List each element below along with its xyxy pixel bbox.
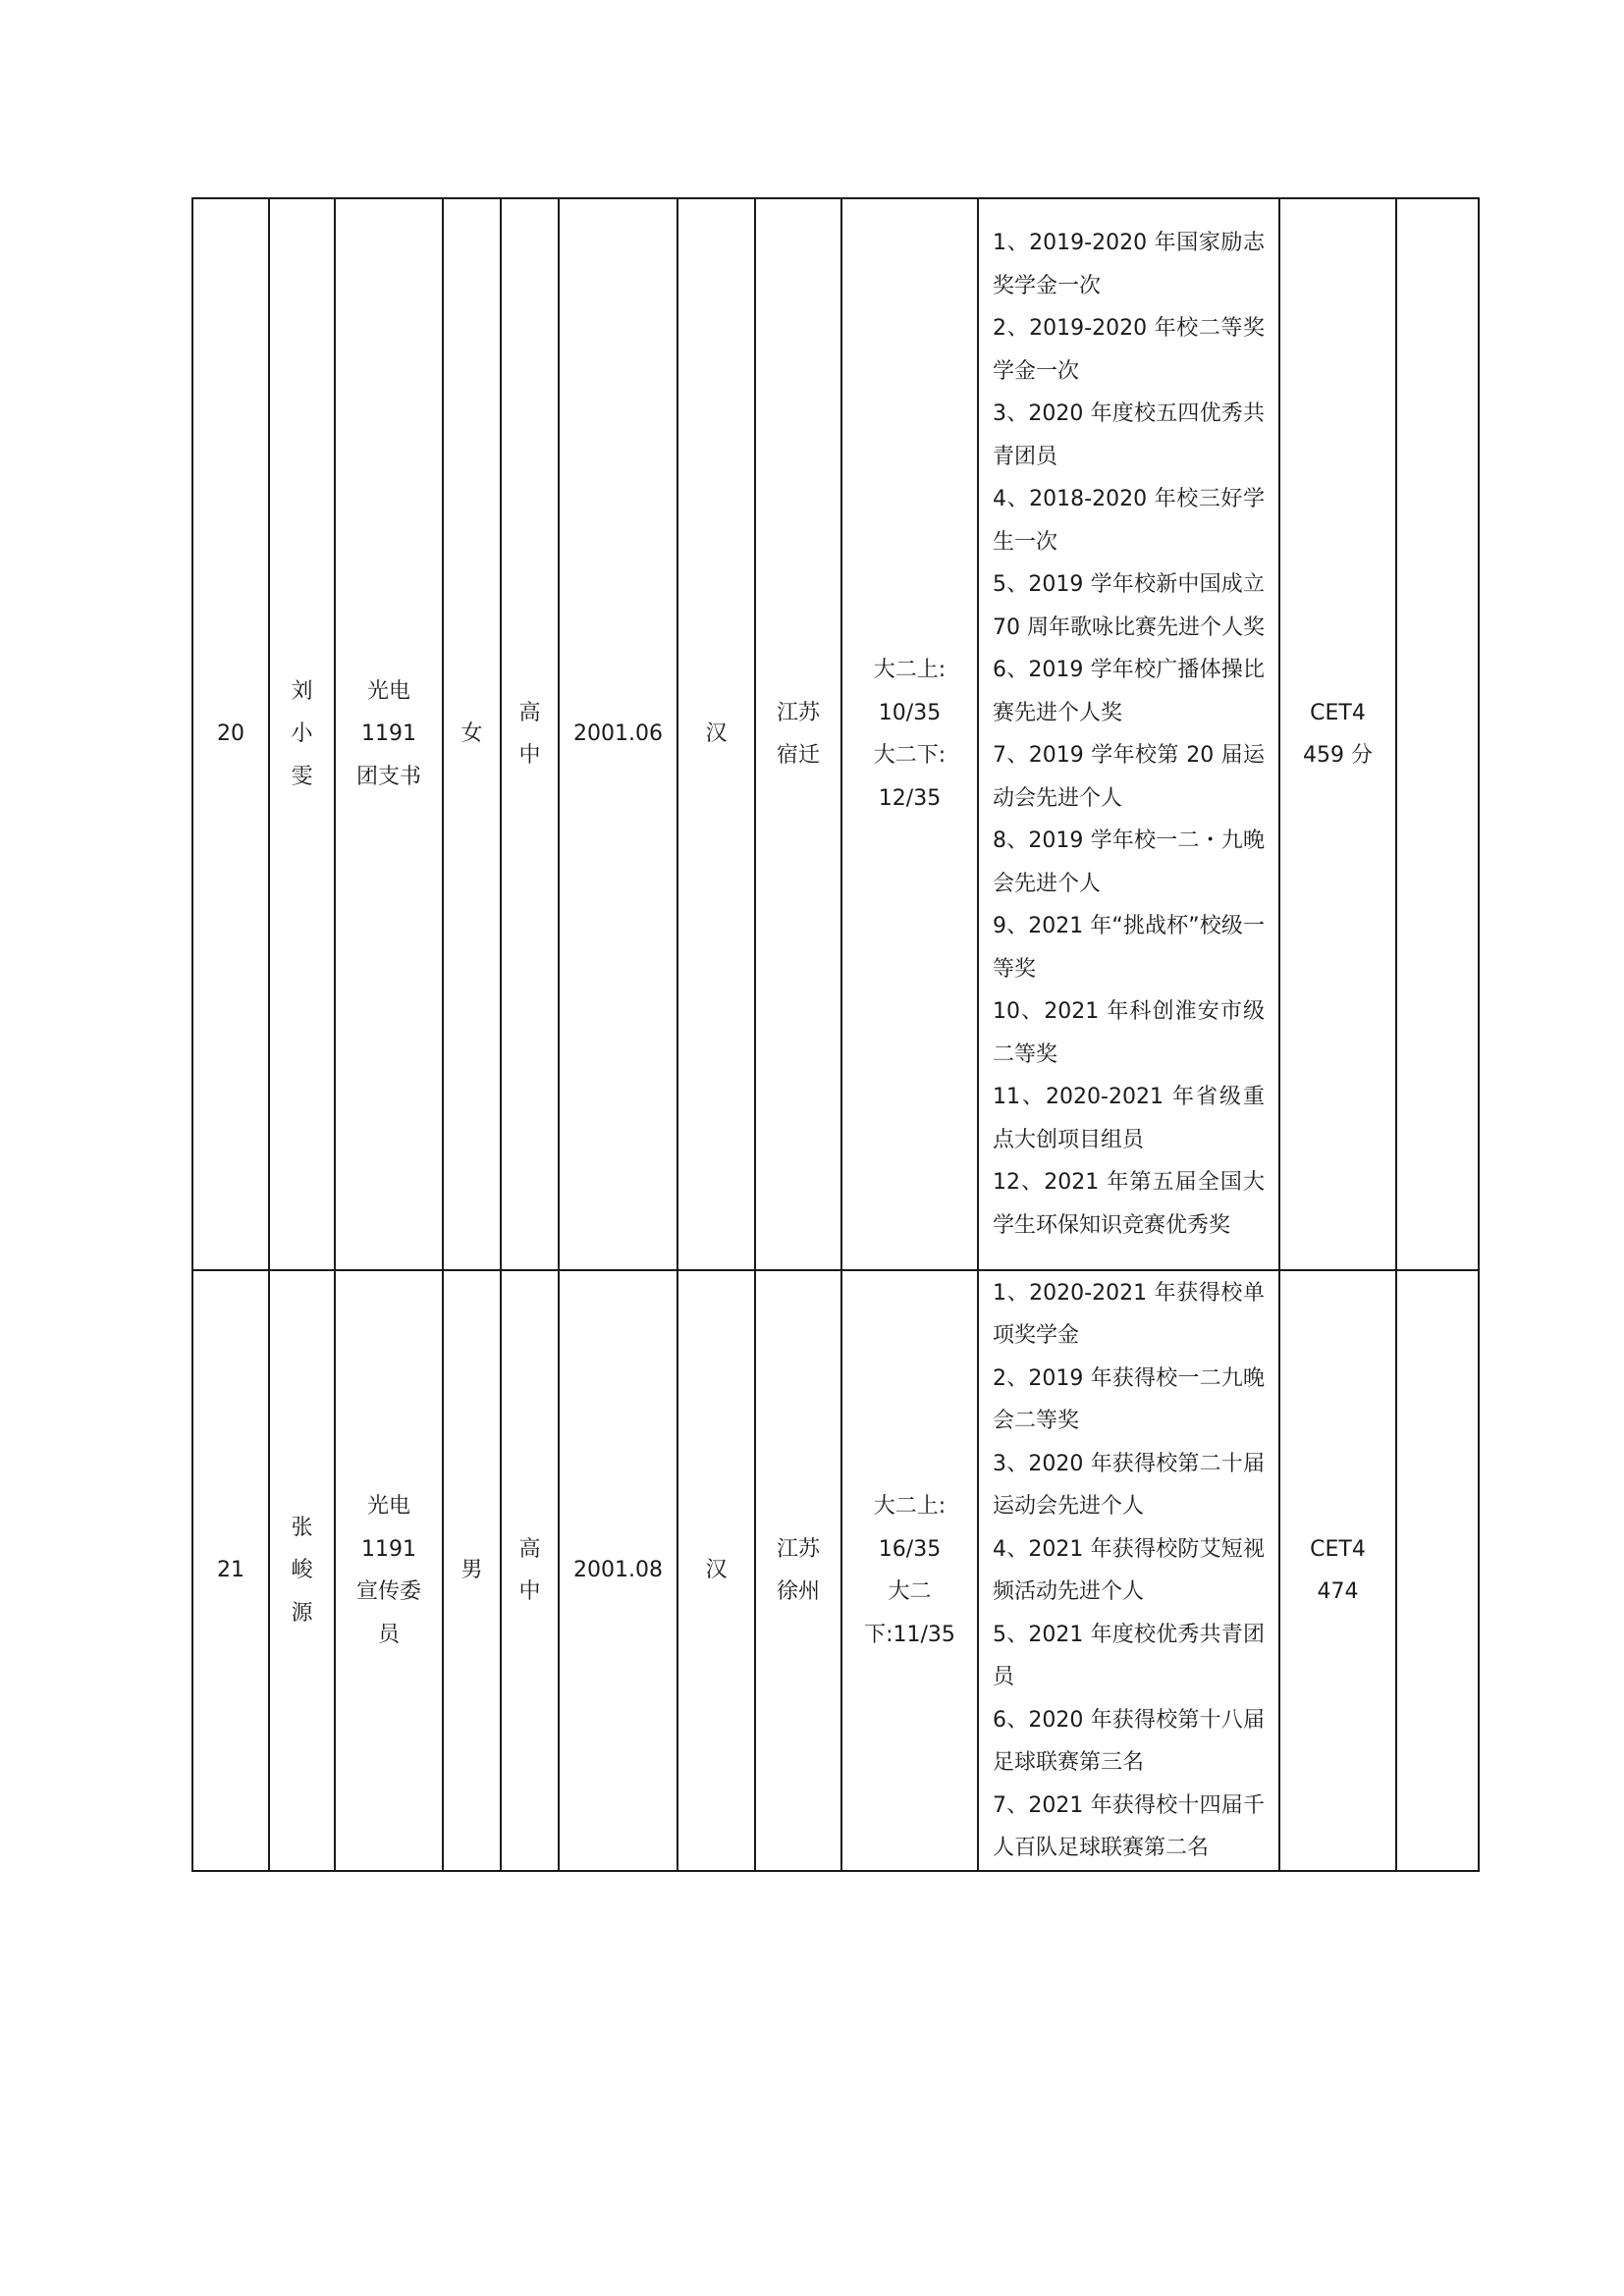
award-item: 4、2018-2020 年校三好学生一次 <box>993 487 1265 555</box>
origin: 江苏 徐州 <box>776 1536 820 1604</box>
award-item: 12、2021 年第五届全国大学生环保知识竞赛优秀奖 <box>993 1170 1265 1238</box>
ethnicity: 汉 <box>705 1558 728 1583</box>
ranking: 大二上: 16/35 大二 下:11/35 <box>864 1494 955 1647</box>
award-item: 6、2020 年获得校第十八届足球联赛第三名 <box>993 1707 1265 1775</box>
award-item: 9、2021 年“挑战杯”校级一等奖 <box>993 914 1265 982</box>
birth-cell <box>559 198 677 1270</box>
name-cell <box>269 198 335 1270</box>
row-number-cell <box>192 198 269 1270</box>
award-item: 3、2020 年获得校第二十届运动会先进个人 <box>993 1451 1265 1519</box>
class-position-cell <box>335 198 443 1270</box>
award-item: 1、2020-2021 年获得校单项奖学金 <box>993 1280 1265 1348</box>
gender-cell <box>443 1270 501 1871</box>
ethnicity: 汉 <box>705 721 728 747</box>
award-item: 8、2019 学年校一二・九晚会先进个人 <box>993 828 1265 896</box>
award-item: 10、2021 年科创淮安市级二等奖 <box>993 999 1265 1067</box>
birth-cell <box>559 1270 677 1871</box>
gender-cell <box>443 198 501 1270</box>
english-score: CET4 459 分 <box>1303 700 1373 768</box>
english-cell <box>1279 198 1396 1270</box>
table-row <box>192 1270 1479 1871</box>
ethnicity-cell <box>677 1270 755 1871</box>
origin: 江苏 宿迁 <box>776 700 820 768</box>
student-records-table <box>191 197 1480 1872</box>
award-item: 2、2019-2020 年校二等奖学金一次 <box>993 316 1265 384</box>
award-item: 7、2021 年获得校十四届千人百队足球联赛第二名 <box>993 1792 1265 1860</box>
gender: 女 <box>460 721 483 747</box>
class-position: 光电 1191 宣传委 员 <box>355 1494 421 1647</box>
origin-cell <box>755 1270 841 1871</box>
remark-cell <box>1396 1270 1479 1871</box>
awards-list <box>979 222 1278 1247</box>
award-item: 5、2021 年度校优秀共青团员 <box>993 1622 1265 1689</box>
ranking-cell <box>841 198 978 1270</box>
award-item: 5、2019 学年校新中国成立 70 周年歌咏比赛先进个人奖 <box>993 572 1265 640</box>
row-number-cell <box>192 1270 269 1871</box>
row-number: 21 <box>217 1558 244 1583</box>
awards-list <box>979 1272 1278 1870</box>
award-item: 3、2020 年度校五四优秀共青团员 <box>993 401 1265 469</box>
student-name: 张峻源 <box>291 1515 313 1626</box>
birth-date: 2001.06 <box>573 721 663 747</box>
name-cell <box>269 1270 335 1871</box>
awards-cell <box>978 1270 1279 1871</box>
ranking: 大二上: 10/35 大二下: 12/35 <box>873 658 947 811</box>
gender: 男 <box>460 1558 483 1583</box>
remark-cell <box>1396 198 1479 1270</box>
award-item: 2、2019 年获得校一二九晚会二等奖 <box>993 1365 1265 1433</box>
award-item: 6、2019 学年校广播体操比赛先进个人奖 <box>993 658 1265 725</box>
class-position-cell <box>335 1270 443 1871</box>
english-cell <box>1279 1270 1396 1871</box>
table-row <box>192 198 1479 1270</box>
education: 高中 <box>518 700 541 768</box>
ranking-cell <box>841 1270 978 1871</box>
student-name: 刘小雯 <box>291 678 313 789</box>
award-item: 4、2021 年获得校防艾短视频活动先进个人 <box>993 1536 1265 1604</box>
awards-cell <box>978 198 1279 1270</box>
award-item: 7、2019 学年校第 20 届运动会先进个人 <box>993 743 1265 811</box>
education: 高中 <box>518 1536 541 1604</box>
award-item: 1、2019-2020 年国家励志奖学金一次 <box>993 231 1265 298</box>
class-position: 光电 1191 团支书 <box>355 678 421 789</box>
birth-date: 2001.08 <box>573 1558 663 1583</box>
row-number: 20 <box>217 721 244 747</box>
award-item: 11、2020-2021 年省级重点大创项目组员 <box>993 1085 1265 1152</box>
education-cell <box>501 198 559 1270</box>
origin-cell <box>755 198 841 1270</box>
ethnicity-cell <box>677 198 755 1270</box>
english-score: CET4 474 <box>1310 1536 1366 1604</box>
education-cell <box>501 1270 559 1871</box>
